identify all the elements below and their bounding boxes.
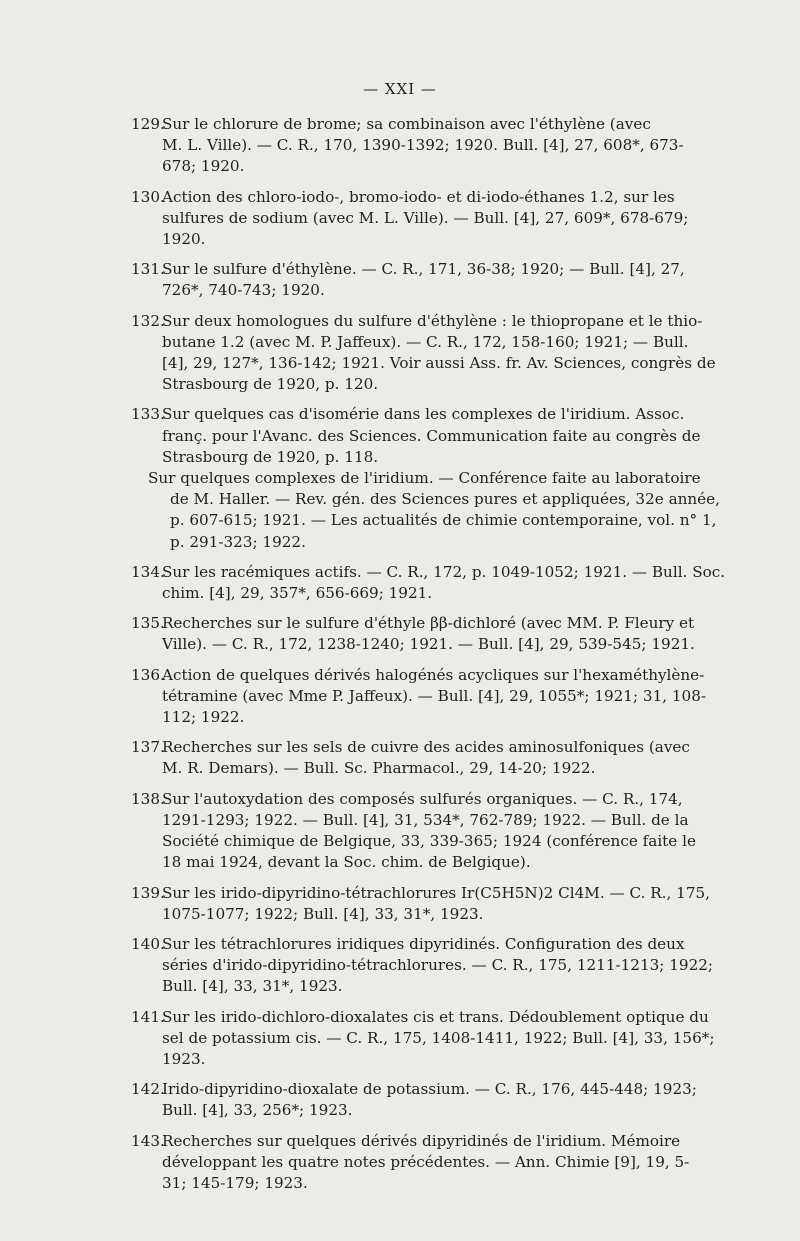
bibliography-entry bbox=[131, 1007, 715, 1071]
entry-line: Sur le chlorure de brome; sa combinaison avec l'éthylène (avec bbox=[162, 115, 651, 133]
entry-number: 133. bbox=[131, 405, 165, 424]
entry-line: Bull. [4], 33, 256*; 1923. bbox=[162, 1101, 353, 1120]
entry-line: franç. pour l'Avanc. des Sciences. Communication faite au congrès de bbox=[162, 426, 701, 445]
entry-number: 132. bbox=[131, 311, 165, 330]
entry-line: butane 1.2 (avec M. P. Jaffeux). — C. R., 172, 158-160; 1921; — Bull. bbox=[162, 332, 689, 351]
entry-sub-line: de M. Haller. — Rev. gén. des Sciences pures et appliquées, 32e année, bbox=[170, 490, 720, 509]
entry-line: tétramine (avec Mme P. Jaffeux). — Bull. [4], 29, 1055*; 1921; 31, 108- bbox=[162, 686, 707, 705]
entry-line: 1075-1077; 1922; Bull. [4], 33, 31*, 1923. bbox=[162, 904, 484, 923]
entry-line: chim. [4], 29, 357*, 656-669; 1921. bbox=[162, 584, 433, 603]
bibliography-list bbox=[0, 114, 800, 1203]
entry-line: Sur les irido-dipyridino-tétrachlorures Ir(C5H5N)2 Cl4M. — C. R., 175, bbox=[162, 883, 710, 902]
bibliography-entry bbox=[131, 404, 720, 552]
entry-line: 678; 1920. bbox=[162, 157, 245, 176]
entry-line: [4], 29, 127*, 136-142; 1921. Voir aussi Ass. fr. Av. Sciences, congrès de bbox=[162, 354, 716, 373]
entry-number: 130. bbox=[131, 187, 165, 206]
entry-line: Sur l'autoxydation des composés sulfurés organiques. — C. R., 174, bbox=[162, 789, 683, 808]
entry-number: 131. bbox=[131, 260, 165, 279]
entry-line: M. R. Demars). — Bull. Sc. Pharmacol., 29, 14-20; 1922. bbox=[162, 759, 596, 778]
entry-line: séries d'irido-dipyridino-tétrachlorures. — C. R., 175, 1211-1213; 1922; bbox=[162, 956, 714, 975]
entry-number: 140. bbox=[131, 934, 165, 953]
entry-line: Sur le sulfure d'éthylène. — C. R., 171, 36-38; 1920; — Bull. [4], 27, bbox=[162, 260, 685, 279]
entry-line: Irido-dipyridino-dioxalate de potassium. — C. R., 176, 445-448; 1923; bbox=[162, 1080, 697, 1099]
bibliography-entry bbox=[131, 613, 710, 655]
entry-line: 1923. bbox=[162, 1049, 206, 1068]
entry-line: Action de quelques dérivés halogénés acycliques sur l'hexaméthylène- bbox=[162, 665, 705, 684]
bibliography-entry bbox=[131, 665, 710, 729]
bibliography-entry bbox=[131, 114, 710, 178]
entry-number: 139. bbox=[131, 883, 165, 902]
entry-sub-line: Sur quelques complexes de l'iridium. — Conférence faite au laboratoire bbox=[148, 469, 701, 488]
page-number: — XXI — bbox=[363, 80, 437, 98]
bibliography-entry bbox=[131, 1131, 710, 1195]
entry-line: 1291-1293; 1922. — Bull. [4], 31, 534*, 762-789; 1922. — Bull. de la bbox=[162, 810, 689, 829]
entry-line: Sur quelques cas d'isomérie dans les complexes de l'iridium. Assoc. bbox=[162, 405, 685, 424]
bibliography-entry bbox=[131, 1079, 710, 1121]
entry-line: Sur deux homologues du sulfure d'éthylène : le thiopropane et le thio- bbox=[162, 311, 703, 330]
entry-line: Strasbourg de 1920, p. 118. bbox=[162, 447, 379, 466]
entry-line: 18 mai 1924, devant la Soc. chim. de Belgique). bbox=[162, 853, 531, 872]
bibliography-entry bbox=[131, 187, 710, 251]
entry-line: Recherches sur quelques dérivés dipyridinés de l'iridium. Mémoire bbox=[162, 1131, 681, 1150]
bibliography-entry bbox=[131, 562, 726, 604]
entry-line: Sur les irido-dichloro-dioxalates cis et trans. Dédoublement optique du bbox=[162, 1007, 709, 1026]
entry-number: 134. bbox=[131, 562, 165, 581]
entry-line: Sur les racémiques actifs. — C. R., 172, p. 1049-1052; 1921. — Bull. Soc. bbox=[162, 562, 726, 581]
entry-line: sulfures de sodium (avec M. L. Ville). — Bull. [4], 27, 609*, 678-679; bbox=[162, 208, 689, 227]
entry-number: 129. bbox=[131, 115, 165, 133]
entry-line: 1920. bbox=[162, 230, 206, 249]
entry-line: Sur les tétrachlorures iridiques dipyridinés. Configuration des deux bbox=[162, 934, 685, 953]
bibliography-entry bbox=[131, 737, 710, 779]
bibliography-entry bbox=[131, 789, 710, 874]
entry-number: 143. bbox=[131, 1131, 165, 1150]
entry-line: M. L. Ville). — C. R., 170, 1390-1392; 1920. Bull. [4], 27, 608*, 673- bbox=[162, 136, 684, 155]
entry-line: Action des chloro-iodo-, bromo-iodo- et di-iodo-éthanes 1.2, sur les bbox=[162, 187, 675, 206]
entry-line: Recherches sur les sels de cuivre des acides aminosulfoniques (avec bbox=[162, 738, 690, 757]
bibliography-entry bbox=[131, 311, 716, 396]
bibliography-entry bbox=[131, 259, 710, 301]
entry-line: Strasbourg de 1920, p. 120. bbox=[162, 375, 379, 394]
entry-number: 136. bbox=[131, 665, 165, 684]
entry-number: 138. bbox=[131, 789, 165, 808]
entry-line: 112; 1922. bbox=[162, 708, 245, 727]
entry-line: 31; 145-179; 1923. bbox=[162, 1173, 308, 1192]
entry-line: Bull. [4], 33, 31*, 1923. bbox=[162, 977, 343, 996]
entry-line: Société chimique de Belgique, 33, 339-365; 1924 (conférence faite le bbox=[162, 832, 696, 851]
entry-number: 135. bbox=[131, 614, 165, 633]
entry-line: Ville). — C. R., 172, 1238-1240; 1921. — Bull. [4], 29, 539-545; 1921. bbox=[162, 635, 695, 654]
entry-number: 137. bbox=[131, 738, 165, 757]
entry-sub-line: p. 607-615; 1921. — Les actualités de chimie contemporaine, vol. n° 1, bbox=[170, 511, 717, 530]
entry-number: 142. bbox=[131, 1080, 165, 1099]
entry-sub-line: p. 291-323; 1922. bbox=[170, 532, 306, 551]
entry-line: sel de potassium cis. — C. R., 175, 1408-1411, 1922; Bull. [4], 33, 156*; bbox=[162, 1028, 715, 1047]
entry-line: 726*, 740-743; 1920. bbox=[162, 281, 325, 300]
entry-line: Recherches sur le sulfure d'éthyle ββ-dichloré (avec MM. P. Fleury et bbox=[162, 614, 695, 633]
bibliography-entry bbox=[131, 883, 710, 925]
entry-sub-paragraph bbox=[148, 468, 720, 553]
bibliography-entry bbox=[131, 934, 714, 998]
entry-line: développant les quatre notes précédentes. — Ann. Chimie [9], 19, 5- bbox=[162, 1152, 690, 1171]
entry-number: 141. bbox=[131, 1007, 165, 1026]
